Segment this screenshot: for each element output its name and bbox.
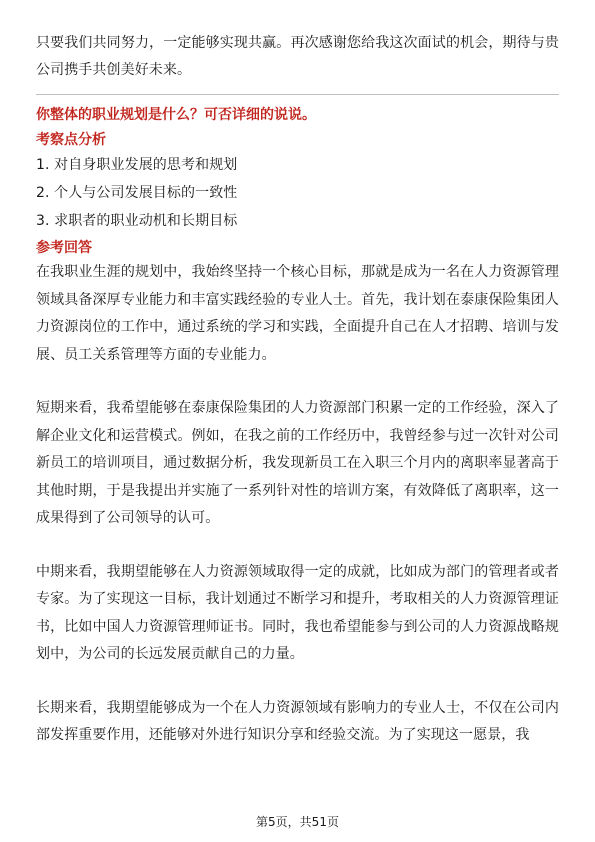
answer-paragraph: 中期来看，我期望能够在人力资源领域取得一定的成就，比如成为部门的管理者或者专家。为了实现这一目标，我计划通过不断学习和提升，考取相关的人力资源管理证书，比如中国人力资源管理师证书。同时，我也希望能参与到公司的人力资源战略规划中，为公司的长远发展贡献自己的力量。: [36, 563, 559, 662]
analysis-item: 3. 求职者的职业动机和长期目标: [36, 213, 238, 229]
answer-heading: 参考回答: [36, 240, 92, 256]
analysis-heading: 考察点分析: [36, 132, 106, 148]
question-title: 你整体的职业规划是什么？可否详细的说说。: [36, 107, 316, 123]
analysis-item: 1. 对自身职业发展的思考和规划: [36, 157, 238, 173]
section-divider: [36, 94, 559, 95]
page-number-footer: 第5页，共51页: [256, 815, 339, 829]
intro-section: [36, 30, 559, 84]
document-page: [36, 30, 559, 750]
answer-paragraph: 长期来看，我期望能够成为一个在人力资源领域有影响力的专业人士，不仅在公司内部发挥重要作用，还能够对外进行知识分享和经验交流。为了实现这一愿景，我: [36, 699, 559, 743]
answer-paragraph: 在我职业生涯的规划中，我始终坚持一个核心目标，那就是成为一名在人力资源管理领域具备深厚专业能力和丰富实践经验的专业人士。首先，我计划在泰康保险集团人力资源岗位的工作中，通过系统的学习和实践，全面提升自己在人才招聘、培训与发展、员工关系管理等方面的专业能力。: [36, 264, 559, 363]
answer-paragraph: 短期来看，我希望能够在泰康保险集团的人力资源部门积累一定的工作经验，深入了解企业文化和运营模式。例如，在我之前的工作经历中，我曾经参与过一次针对公司新员工的培训项目，通过数据分析，我发现新员工在入职三个月内的离职率显著高于其他时期，于是我提出并实施了一系列针对性的培训方案，有效降低了离职率，这一成果得到了公司领导的认可。: [36, 400, 559, 526]
analysis-item: 2. 个人与公司发展目标的一致性: [36, 185, 238, 201]
intro-paragraph: 只要我们共同努力，一定能够实现共赢。再次感谢您给我这次面试的机会，期待与贵公司携手共创美好未来。: [36, 35, 559, 78]
analysis-list: [36, 151, 559, 235]
